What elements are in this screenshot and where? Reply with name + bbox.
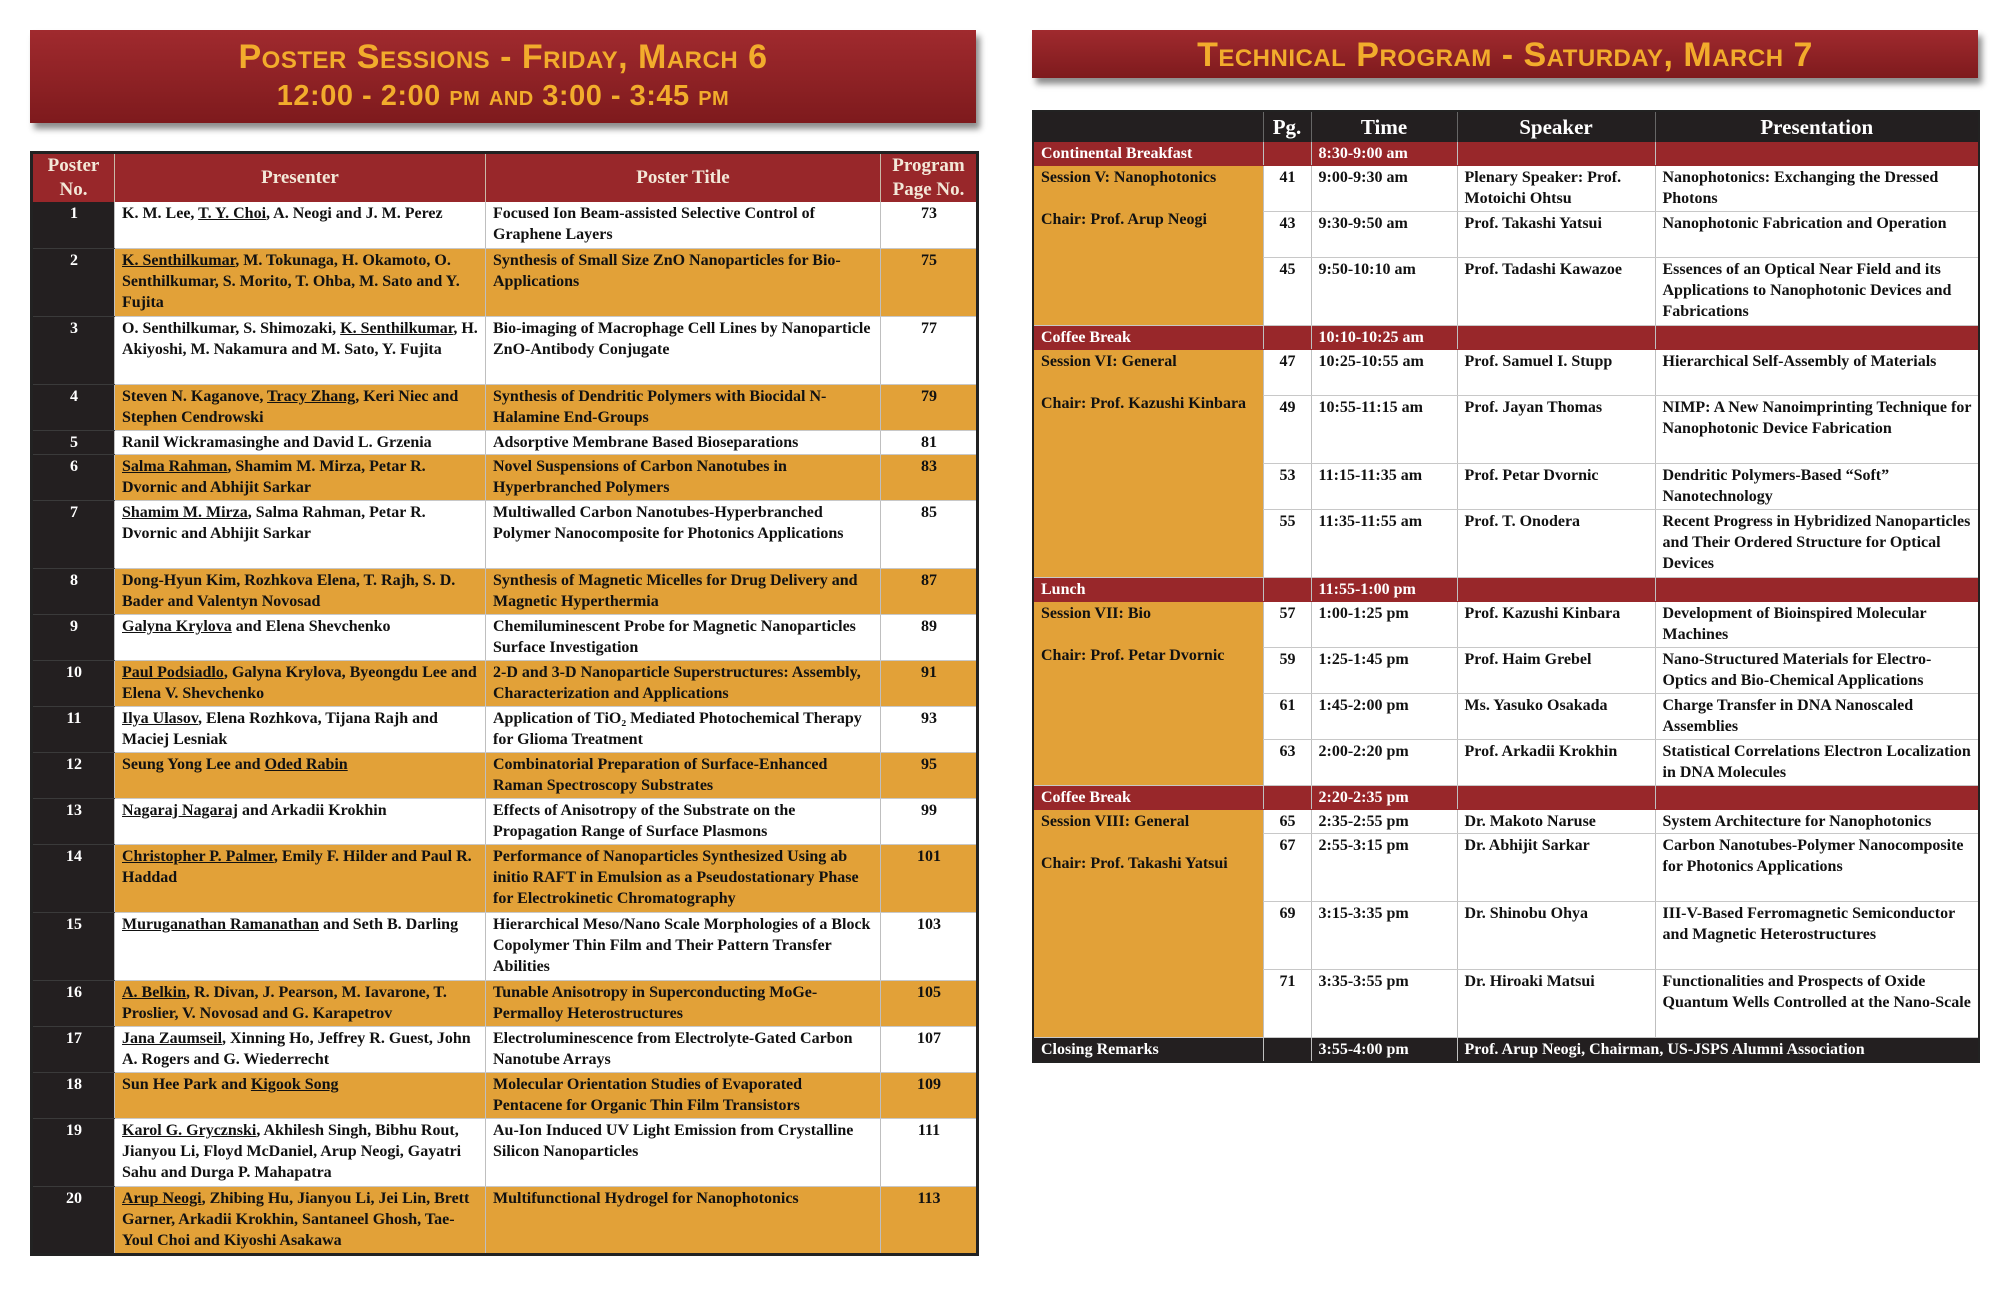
talk-title: Recent Progress in Hybridized Nanoparticles and Their Ordered Structure for Optical Devices — [1655, 510, 1979, 578]
talk-title: NIMP: A New Nanoimprinting Technique for Nanophotonic Device Fabrication — [1655, 396, 1979, 464]
talk-time: 9:00-9:30 am — [1311, 166, 1457, 212]
poster-row — [32, 1186, 978, 1254]
talk-row — [1033, 810, 1979, 834]
poster-presenters — [115, 248, 486, 316]
poster-presenters — [115, 1072, 486, 1118]
talk-page: 53 — [1263, 464, 1311, 510]
poster-page: 113 — [881, 1186, 978, 1254]
presenters-post: , Emily F. Hilder and Paul R. Haddad — [122, 847, 472, 886]
presenters-post: , Shamim M. Mirza, Petar R. Dvornic and Abhijit Sarkar — [122, 457, 426, 496]
poster-row — [32, 660, 978, 706]
poster-title: Chemiluminescent Probe for Magnetic Nanoparticles Surface Investigation — [486, 614, 881, 660]
talk-speaker: Prof. Jayan Thomas — [1457, 396, 1655, 464]
talk-title: Essences of an Optical Near Field and its Applications to Nanophotonic Devices and Fabrications — [1655, 258, 1979, 326]
presenting-author: Galyna Krylova — [122, 617, 232, 635]
poster-title: Hierarchical Meso/Nano Scale Morphologies of a Block Copolymer Thin Film and Their Pattern Transfer Abilities — [486, 912, 881, 980]
presenters-post: and Arkadii Krokhin — [237, 801, 387, 819]
poster-presenters — [115, 844, 486, 912]
session-chair: Chair: Prof. Petar Dvornic — [1041, 647, 1225, 664]
technical-program-panel — [1032, 0, 1978, 1063]
talk-title: Nanophotonic Fabrication and Operation — [1655, 212, 1979, 258]
presenters-pre: K. M. Lee, — [122, 205, 199, 222]
presenting-author: A. Belkin — [122, 983, 187, 1001]
poster-number: 13 — [32, 798, 115, 844]
break-label: Coffee Break — [1033, 786, 1263, 810]
header-pg: Pg. — [1263, 111, 1311, 142]
poster-number: 6 — [32, 454, 115, 500]
poster-presenters — [115, 614, 486, 660]
talk-page: 67 — [1263, 834, 1311, 902]
talk-page: 55 — [1263, 510, 1311, 578]
poster-presenters — [115, 1186, 486, 1254]
poster-sessions-title: Poster Sessions - Friday, March 6 — [238, 38, 768, 76]
session-chair: Chair: Prof. Takashi Yatsui — [1041, 855, 1228, 872]
session-name: Session V: Nanophotonics — [1041, 169, 1217, 186]
poster-page: 95 — [881, 752, 978, 798]
poster-number: 12 — [32, 752, 115, 798]
header-time: Time — [1311, 111, 1457, 142]
presenting-author: T. Y. Choi — [198, 205, 267, 222]
poster-row — [32, 500, 978, 568]
poster-number: 7 — [32, 500, 115, 568]
break-time: 2:20-2:35 pm — [1311, 786, 1457, 810]
technical-program-banner — [1032, 30, 1978, 78]
poster-presenters — [115, 980, 486, 1026]
poster-number: 8 — [32, 568, 115, 614]
talk-title: Hierarchical Self-Assembly of Materials — [1655, 350, 1979, 396]
presenters-post: , A. Neogi and J. M. Perez — [266, 205, 443, 222]
header-presentation: Presentation — [1655, 111, 1979, 142]
presenters-post: , H. Akiyoshi, M. Nakamura and M. Sato, Y. Fujita — [122, 319, 478, 358]
poster-presenters — [115, 798, 486, 844]
talk-page: 59 — [1263, 648, 1311, 694]
talk-speaker: Dr. Hiroaki Matsui — [1457, 970, 1655, 1038]
poster-presenters — [115, 568, 486, 614]
poster-page: 103 — [881, 912, 978, 980]
presenters-post: , Zhibing Hu, Jianyou Li, Jei Lin, Brett Garner, Arkadii Krokhin, Santaneel Ghosh, Tae-Youl Choi and Kiyoshi Asakawa — [122, 1189, 470, 1249]
poster-page: 111 — [881, 1118, 978, 1186]
closing-time: 3:55-4:00 pm — [1311, 1038, 1457, 1063]
session-cell — [1033, 810, 1263, 1038]
poster-number: 19 — [32, 1118, 115, 1186]
presenting-author: Shamim M. Mirza — [122, 503, 248, 521]
poster-row — [32, 912, 978, 980]
presenters-post: , Salma Rahman, Petar R. Dvornic and Abhijit Sarkar — [122, 503, 426, 542]
poster-presenters — [115, 660, 486, 706]
poster-number: 16 — [32, 980, 115, 1026]
session-cell — [1033, 166, 1263, 326]
talk-title: Statistical Correlations Electron Localization in DNA Molecules — [1655, 740, 1979, 786]
poster-presenters — [115, 706, 486, 752]
presenting-author: Christopher P. Palmer — [122, 847, 274, 865]
header-blank — [1033, 111, 1263, 142]
talk-title: III-V-Based Ferromagnetic Semiconductor and Magnetic Heterostructures — [1655, 902, 1979, 970]
poster-presenters — [115, 454, 486, 500]
break-time: 8:30-9:00 am — [1311, 142, 1457, 166]
talk-speaker: Dr. Shinobu Ohya — [1457, 902, 1655, 970]
poster-row — [32, 752, 978, 798]
presenting-author: Karol G. Grycznski — [122, 1121, 257, 1139]
poster-row — [32, 568, 978, 614]
technical-program-table — [1032, 110, 1980, 1063]
talk-speaker: Prof. T. Onodera — [1457, 510, 1655, 578]
talk-speaker: Prof. Takashi Yatsui — [1457, 212, 1655, 258]
talk-row — [1033, 602, 1979, 648]
poster-title: Synthesis of Small Size ZnO Nanoparticles for Bio-Applications — [486, 248, 881, 316]
talk-page: 65 — [1263, 810, 1311, 834]
presenters-post: , Xinning Ho, Jeffrey R. Guest, John A. Rogers and G. Wiederrecht — [122, 1029, 471, 1068]
talk-title: Functionalities and Prospects of Oxide Quantum Wells Controlled at the Nano-Scale — [1655, 970, 1979, 1038]
presenters-pre: O. Senthilkumar, S. Shimozaki, — [122, 319, 341, 337]
poster-sessions-time: 12:00 - 2:00 pm and 3:00 - 3:45 pm — [276, 80, 730, 112]
session-name: Session VIII: General — [1041, 813, 1190, 830]
presenters-post: , M. Tokunaga, H. Okamoto, O. Senthilkumar, S. Morito, T. Ohba, M. Sato and Y. Fujita — [122, 251, 460, 311]
break-row — [1033, 786, 1979, 810]
talk-speaker: Prof. Arkadii Krokhin — [1457, 740, 1655, 786]
poster-number: 14 — [32, 844, 115, 912]
header-presenter: Presenter — [115, 153, 486, 203]
talk-page: 45 — [1263, 258, 1311, 326]
talk-time: 10:25-10:55 am — [1311, 350, 1457, 396]
session-cell — [1033, 350, 1263, 578]
poster-title: Novel Suspensions of Carbon Nanotubes in Hyperbranched Polymers — [486, 454, 881, 500]
technical-program-title: Technical Program - Saturday, March 7 — [1197, 36, 1813, 74]
talk-title: Nano-Structured Materials for Electro-Optics and Bio-Chemical Applications — [1655, 648, 1979, 694]
poster-page: 75 — [881, 248, 978, 316]
presenters-post: and Elena Shevchenko — [231, 617, 391, 635]
closing-row — [1033, 1038, 1979, 1063]
poster-title: Tunable Anisotropy in Superconducting MoGe-Permalloy Heterostructures — [486, 980, 881, 1026]
poster-row — [32, 1118, 978, 1186]
break-row — [1033, 578, 1979, 602]
talk-page: 41 — [1263, 166, 1311, 212]
presenting-author: Muruganathan Ramanathan — [122, 915, 319, 933]
presenting-author: Tracy Zhang — [267, 387, 356, 405]
talk-time: 1:25-1:45 pm — [1311, 648, 1457, 694]
poster-row — [32, 430, 978, 454]
talk-time: 1:45-2:00 pm — [1311, 694, 1457, 740]
talk-speaker: Prof. Tadashi Kawazoe — [1457, 258, 1655, 326]
presenters-pre: Steven N. Kaganove, — [122, 387, 268, 405]
presenting-author: K. Senthilkumar — [122, 251, 236, 269]
talk-time: 11:35-11:55 am — [1311, 510, 1457, 578]
talk-title: Charge Transfer in DNA Nanoscaled Assemblies — [1655, 694, 1979, 740]
closing-speaker: Prof. Arup Neogi, Chairman, US-JSPS Alumni Association — [1457, 1038, 1979, 1063]
poster-title: Au-Ion Induced UV Light Emission from Crystalline Silicon Nanoparticles — [486, 1118, 881, 1186]
talk-time: 3:35-3:55 pm — [1311, 970, 1457, 1038]
poster-number: 11 — [32, 706, 115, 752]
poster-row — [32, 706, 978, 752]
break-label: Continental Breakfast — [1033, 142, 1263, 166]
talk-time: 2:35-2:55 pm — [1311, 810, 1457, 834]
poster-presenters — [115, 912, 486, 980]
poster-row — [32, 980, 978, 1026]
break-time: 10:10-10:25 am — [1311, 326, 1457, 350]
poster-page: 101 — [881, 844, 978, 912]
presenters-post: , R. Divan, J. Pearson, M. Iavarone, T. Proslier, V. Novosad and G. Karapetrov — [122, 983, 447, 1022]
poster-title: Synthesis of Magnetic Micelles for Drug Delivery and Magnetic Hyperthermia — [486, 568, 881, 614]
session-name: Session VII: Bio — [1041, 605, 1151, 622]
poster-row — [32, 202, 978, 248]
poster-title: Multiwalled Carbon Nanotubes-Hyperbranched Polymer Nanocomposite for Photonics Applications — [486, 500, 881, 568]
talk-time: 2:00-2:20 pm — [1311, 740, 1457, 786]
talk-speaker: Dr. Abhijit Sarkar — [1457, 834, 1655, 902]
poster-presenters — [115, 500, 486, 568]
talk-time: 2:55-3:15 pm — [1311, 834, 1457, 902]
talk-time: 9:50-10:10 am — [1311, 258, 1457, 326]
talk-speaker: Prof. Haim Grebel — [1457, 648, 1655, 694]
poster-number: 3 — [32, 316, 115, 384]
poster-row — [32, 1072, 978, 1118]
presenters-pre: Seung Yong Lee and — [122, 755, 265, 773]
poster-page: 89 — [881, 614, 978, 660]
poster-presenters — [115, 202, 486, 248]
poster-page: 73 — [881, 202, 978, 248]
presenting-author: Jana Zaumseil — [122, 1029, 223, 1047]
talk-page: 49 — [1263, 396, 1311, 464]
poster-number: 10 — [32, 660, 115, 706]
presenting-author: Kigook Song — [250, 1075, 339, 1093]
talk-row — [1033, 166, 1979, 212]
poster-title: Molecular Orientation Studies of Evaporated Pentacene for Organic Thin Film Transistors — [486, 1072, 881, 1118]
talk-page: 47 — [1263, 350, 1311, 396]
poster-page: 107 — [881, 1026, 978, 1072]
closing-label: Closing Remarks — [1033, 1038, 1263, 1063]
poster-title: Combinatorial Preparation of Surface-Enhanced Raman Spectroscopy Substrates — [486, 752, 881, 798]
poster-title: Multifunctional Hydrogel for Nanophotonics — [486, 1186, 881, 1254]
talk-speaker: Dr. Makoto Naruse — [1457, 810, 1655, 834]
poster-number: 17 — [32, 1026, 115, 1072]
poster-title: Performance of Nanoparticles Synthesized Using ab initio RAFT in Emulsion as a Pseudostationary Phase for Electrokinetic Chromatography — [486, 844, 881, 912]
poster-number: 4 — [32, 384, 115, 430]
poster-page: 77 — [881, 316, 978, 384]
poster-number: 1 — [32, 202, 115, 248]
poster-row — [32, 454, 978, 500]
poster-presenters — [115, 316, 486, 384]
poster-page: 105 — [881, 980, 978, 1026]
talk-page: 71 — [1263, 970, 1311, 1038]
poster-title: Bio-imaging of Macrophage Cell Lines by Nanoparticle ZnO-Antibody Conjugate — [486, 316, 881, 384]
poster-page: 99 — [881, 798, 978, 844]
poster-presenters — [115, 384, 486, 430]
poster-sessions-banner — [30, 30, 976, 123]
poster-page: 91 — [881, 660, 978, 706]
poster-row — [32, 384, 978, 430]
poster-row — [32, 316, 978, 384]
talk-title: Carbon Nanotubes-Polymer Nanocomposite for Photonics Applications — [1655, 834, 1979, 902]
poster-number: 5 — [32, 430, 115, 454]
talk-title: Development of Bioinspired Molecular Machines — [1655, 602, 1979, 648]
session-chair: Chair: Prof. Kazushi Kinbara — [1041, 395, 1247, 412]
poster-page: 79 — [881, 384, 978, 430]
break-row — [1033, 142, 1979, 166]
break-time: 11:55-1:00 pm — [1311, 578, 1457, 602]
poster-title: Focused Ion Beam-assisted Selective Control of Graphene Layers — [486, 202, 881, 248]
poster-title: Synthesis of Dendritic Polymers with Biocidal N-Halamine End-Groups — [486, 384, 881, 430]
presenters-post: , Akhilesh Singh, Bibhu Rout, Jianyou Li, Floyd McDaniel, Arup Neogi, Gayatri Sahu and Durga P. Mahapatra — [122, 1121, 462, 1181]
talk-time: 10:55-11:15 am — [1311, 396, 1457, 464]
presenters-post: , Elena Rozhkova, Tijana Rajh and Maciej Lesniak — [122, 709, 438, 748]
poster-number: 9 — [32, 614, 115, 660]
break-label: Lunch — [1033, 578, 1263, 602]
poster-number: 20 — [32, 1186, 115, 1254]
poster-title: Effects of Anisotropy of the Substrate on the Propagation Range of Surface Plasmons — [486, 798, 881, 844]
talk-page: 63 — [1263, 740, 1311, 786]
presenters-pre: Dong-Hyun Kim, Rozhkova Elena, T. Rajh, S. D. Bader and Valentyn Novosad — [122, 571, 456, 610]
session-cell — [1033, 602, 1263, 786]
poster-page: 83 — [881, 454, 978, 500]
talk-title: Dendritic Polymers-Based “Soft” Nanotechnology — [1655, 464, 1979, 510]
talk-page: 57 — [1263, 602, 1311, 648]
poster-row — [32, 1026, 978, 1072]
presenting-author: Paul Podsiadlo — [122, 663, 224, 681]
session-name: Session VI: General — [1041, 353, 1177, 370]
poster-title: Adsorptive Membrane Based Bioseparations — [486, 430, 881, 454]
presenting-author: Nagaraj Nagaraj — [122, 801, 238, 819]
poster-row — [32, 798, 978, 844]
poster-presenters — [115, 1118, 486, 1186]
poster-number: 15 — [32, 912, 115, 980]
tech-table-header — [1033, 111, 1979, 142]
break-row — [1033, 326, 1979, 350]
talk-speaker: Plenary Speaker: Prof. Motoichi Ohtsu — [1457, 166, 1655, 212]
header-program-page: Program Page No. — [881, 153, 978, 203]
poster-presenters — [115, 1026, 486, 1072]
talk-time: 9:30-9:50 am — [1311, 212, 1457, 258]
talk-speaker: Prof. Samuel I. Stupp — [1457, 350, 1655, 396]
poster-title: Application of TiO₂ Mediated Photochemical Therapy for Glioma Treatment — [486, 706, 881, 752]
talk-title: System Architecture for Nanophotonics — [1655, 810, 1979, 834]
presenting-author: Arup Neogi — [122, 1189, 202, 1207]
poster-title: Electroluminescence from Electrolyte-Gated Carbon Nanotube Arrays — [486, 1026, 881, 1072]
talk-title: Nanophotonics: Exchanging the Dressed Photons — [1655, 166, 1979, 212]
poster-page: 85 — [881, 500, 978, 568]
talk-time: 11:15-11:35 am — [1311, 464, 1457, 510]
poster-presenters — [115, 752, 486, 798]
session-chair: Chair: Prof. Arup Neogi — [1041, 211, 1207, 228]
talk-page: 61 — [1263, 694, 1311, 740]
poster-number: 2 — [32, 248, 115, 316]
poster-number: 18 — [32, 1072, 115, 1118]
poster-page: 93 — [881, 706, 978, 752]
talk-row — [1033, 350, 1979, 396]
header-speaker: Speaker — [1457, 111, 1655, 142]
poster-table-header — [32, 153, 978, 203]
poster-page: 81 — [881, 430, 978, 454]
presenting-author: Ilya Ulasov — [122, 709, 199, 727]
presenters-pre: Ranil Wickramasinghe and David L. Grzenia — [122, 433, 432, 451]
presenting-author: Salma Rahman — [122, 457, 228, 475]
header-poster-no: Poster No. — [32, 153, 115, 203]
poster-page: 87 — [881, 568, 978, 614]
break-label: Coffee Break — [1033, 326, 1263, 350]
talk-speaker: Prof. Kazushi Kinbara — [1457, 602, 1655, 648]
poster-row — [32, 248, 978, 316]
poster-row — [32, 614, 978, 660]
presenters-pre: Sun Hee Park and — [122, 1075, 251, 1093]
talk-page: 69 — [1263, 902, 1311, 970]
talk-time: 1:00-1:25 pm — [1311, 602, 1457, 648]
header-poster-title: Poster Title — [486, 153, 881, 203]
presenters-post: , Galyna Krylova, Byeongdu Lee and Elena V. Shevchenko — [122, 663, 477, 702]
presenters-post: and Seth B. Darling — [318, 915, 459, 933]
presenting-author: Oded Rabin — [264, 755, 348, 773]
presenting-author: K. Senthilkumar — [340, 319, 454, 337]
poster-sessions-panel — [30, 0, 976, 1256]
poster-table — [30, 151, 979, 1256]
poster-presenters — [115, 430, 486, 454]
poster-page: 109 — [881, 1072, 978, 1118]
talk-page: 43 — [1263, 212, 1311, 258]
presenters-post: , Keri Niec and Stephen Cendrowski — [122, 387, 459, 426]
poster-title: 2-D and 3-D Nanoparticle Superstructures: Assembly, Characterization and Applications — [486, 660, 881, 706]
talk-time: 3:15-3:35 pm — [1311, 902, 1457, 970]
talk-speaker: Prof. Petar Dvornic — [1457, 464, 1655, 510]
poster-row — [32, 844, 978, 912]
talk-speaker: Ms. Yasuko Osakada — [1457, 694, 1655, 740]
